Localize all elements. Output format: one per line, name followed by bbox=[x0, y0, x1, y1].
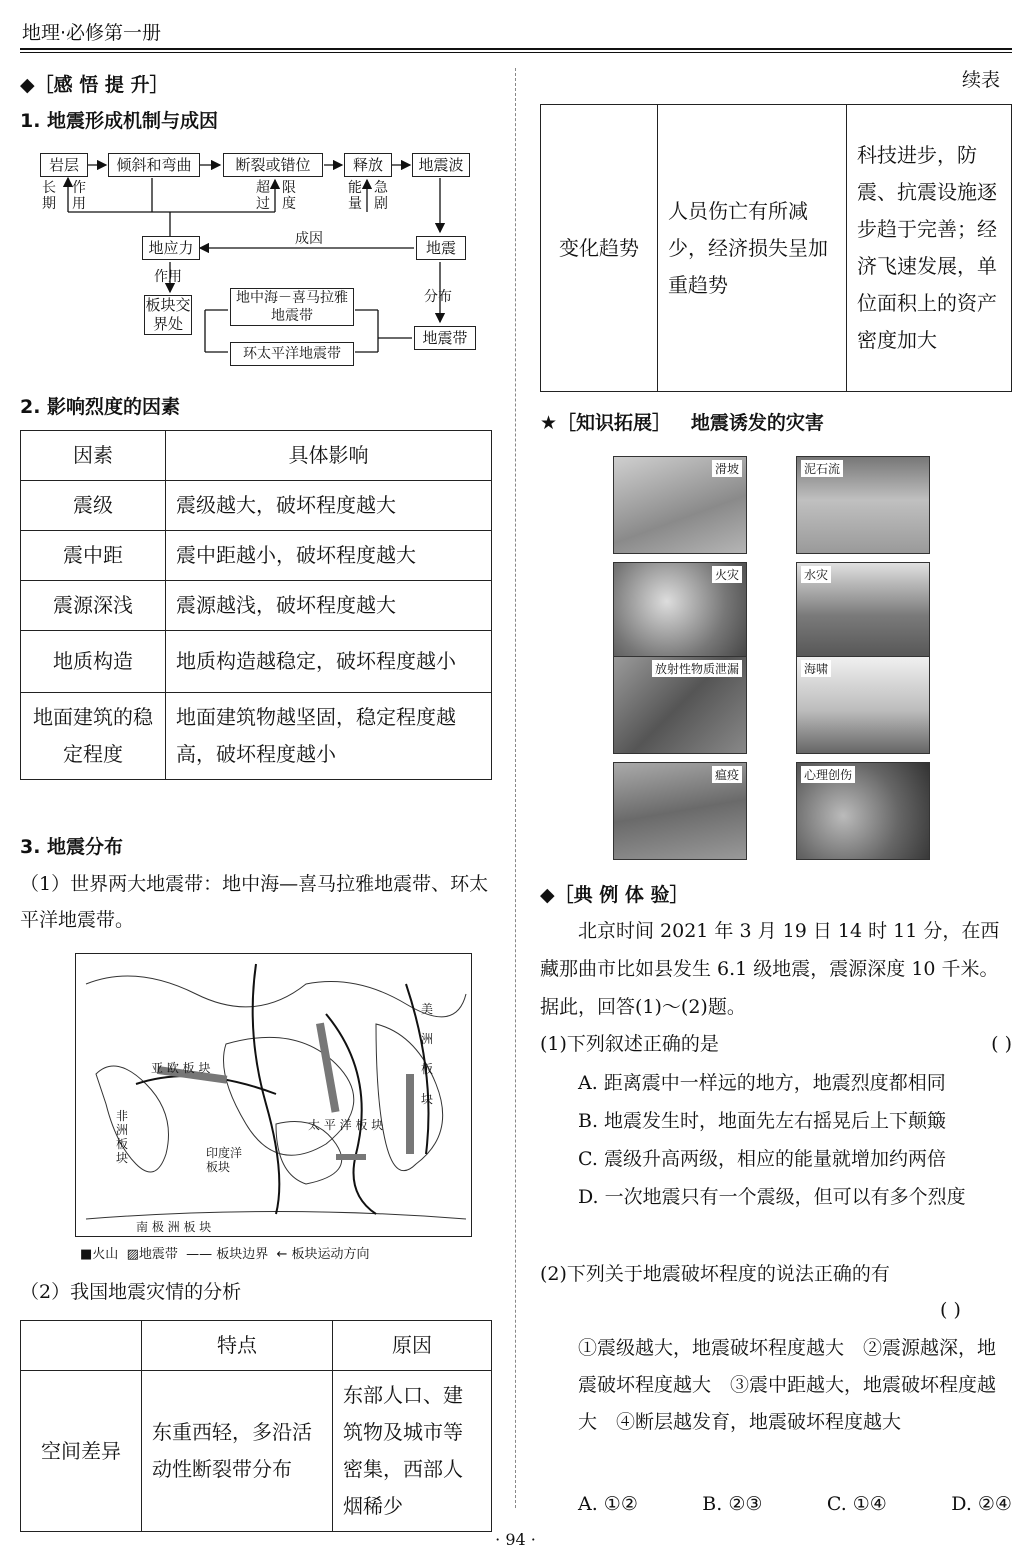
map-label-eurasian-plate: 亚 欧 板 块 bbox=[151, 1061, 211, 1075]
flow-label-exceed: 超过 bbox=[256, 180, 270, 212]
flow-release: 释放 bbox=[344, 153, 392, 177]
table-cell: 震源深浅 bbox=[21, 581, 166, 631]
flow-label-action2: 作用 bbox=[72, 180, 86, 212]
table-cell: 震中距 bbox=[21, 531, 166, 581]
option-c: C. 震级升高两级，相应的能量就增加约两倍 bbox=[578, 1148, 946, 1170]
extension-title: 地震诱发的灾害 bbox=[690, 412, 824, 434]
question-2-stem: (2)下列关于地震破坏程度的说法正确的有 bbox=[540, 1263, 890, 1285]
option-b: B. ②③ bbox=[702, 1493, 763, 1515]
question-1-stem: (1)下列叙述正确的是 bbox=[540, 1033, 719, 1055]
column-divider bbox=[515, 68, 516, 1508]
table-header-cell: 特点 bbox=[142, 1321, 333, 1371]
flow-ground-stress: 地应力 bbox=[142, 236, 200, 260]
photo-radiation-leak bbox=[613, 656, 747, 754]
flow-label-action: 作用 bbox=[154, 269, 182, 285]
flow-seismic-belt: 地震带 bbox=[414, 326, 476, 350]
table-cell: 地面建筑的稳定程度 bbox=[21, 693, 166, 780]
table-cell: 震级越大，破坏程度越大 bbox=[166, 481, 492, 531]
table-row bbox=[541, 105, 1012, 392]
extension-tag: ★［知识拓展］ bbox=[540, 412, 672, 434]
option-a: A. ①② bbox=[578, 1493, 638, 1515]
flow-earthquake: 地震 bbox=[416, 236, 466, 260]
legend-seismic-belt: ▨地震带 bbox=[126, 1247, 178, 1262]
photo-label: 火灾 bbox=[712, 566, 742, 583]
question-2-statements: ①震级越大，地震破坏程度越大 ②震源越深，地震破坏程度越大 ③震中距越大，地震破坏程度越大 ④断层越发育，地震破坏程度越大 bbox=[578, 1337, 997, 1434]
table-header-cell: 具体影响 bbox=[166, 431, 492, 481]
table-cell: 震源越浅，破坏程度越大 bbox=[166, 581, 492, 631]
table-cell: 科技进步，防震、抗震设施逐步趋于完善；经济飞速发展，单位面积上的资产密度加大 bbox=[847, 105, 1012, 392]
flow-label-limit: 限度 bbox=[282, 180, 296, 212]
option-a: A. 距离震中一样远的地方，地震烈度都相同 bbox=[578, 1072, 946, 1094]
map-label-antarctic-plate: 南 极 洲 板 块 bbox=[136, 1220, 212, 1234]
table-header-row bbox=[21, 431, 492, 481]
map-label-pacific-plate: 太 平 洋 板 块 bbox=[308, 1118, 384, 1132]
legend-volcano: ■火山 bbox=[80, 1247, 119, 1262]
table-row bbox=[21, 693, 492, 780]
earthquake-mechanism-diagram bbox=[20, 140, 500, 380]
question-2-answer-paren: ( ) bbox=[940, 1299, 961, 1321]
map-label-american-plate: 美 洲 板 块 bbox=[421, 1002, 434, 1106]
option-b: B. 地震发生时，地面先左右摇晃后上下颠簸 bbox=[578, 1110, 947, 1132]
flow-plate-boundary: 板块交界处 bbox=[145, 296, 191, 333]
flow-label-energy: 能量 bbox=[348, 180, 362, 212]
flow-label-distribution: 分布 bbox=[424, 289, 452, 305]
page-number: · 94 · bbox=[495, 1530, 536, 1549]
table-row bbox=[21, 481, 492, 531]
question-1-options bbox=[578, 1064, 1012, 1216]
intensity-factors-table bbox=[20, 430, 492, 780]
photo-landslide bbox=[613, 456, 747, 554]
table-cell: 人员伤亡有所减少，经济损失呈加重趋势 bbox=[658, 105, 847, 392]
table-header-cell: 因素 bbox=[21, 431, 166, 481]
seismic-belt-text: （1）世界两大地震带：地中海—喜马拉雅地震带、环太平洋地震带。 bbox=[20, 873, 489, 932]
table-cell: 东重西轻，多沿活动性断裂带分布 bbox=[142, 1371, 333, 1532]
map-legend bbox=[80, 1243, 370, 1262]
flow-tilt-bend: 倾斜和弯曲 bbox=[108, 153, 200, 177]
legend-plate-boundary: —— 板块边界 bbox=[186, 1247, 269, 1262]
page-header: 地理·必修第一册 bbox=[22, 22, 162, 44]
table-cell: 震级 bbox=[21, 481, 166, 531]
table-header-cell: 原因 bbox=[333, 1321, 492, 1371]
photo-label: 海啸 bbox=[801, 660, 831, 677]
continued-table-label: 续表 bbox=[962, 69, 1001, 91]
table-cell: 地面建筑物越坚固，稳定程度越高，破坏程度越小 bbox=[166, 693, 492, 780]
flow-fracture: 断裂或错位 bbox=[223, 153, 323, 177]
map-graphic bbox=[76, 954, 471, 1236]
table-row bbox=[21, 1371, 492, 1532]
photo-flood bbox=[796, 562, 930, 660]
table-header-cell bbox=[21, 1321, 142, 1371]
table-cell: 震中距越小，破坏程度越大 bbox=[166, 531, 492, 581]
flow-label-cause: 成因 bbox=[295, 231, 323, 247]
option-c: C. ①④ bbox=[826, 1493, 887, 1515]
header-rule bbox=[20, 48, 1012, 50]
photo-label: 水灾 bbox=[801, 566, 831, 583]
table-cell: 东部人口、建筑物及城市等密集，西部人烟稀少 bbox=[333, 1371, 492, 1532]
photo-trauma bbox=[796, 762, 930, 860]
header-rule-thin bbox=[20, 52, 1012, 53]
question-1 bbox=[540, 1026, 1012, 1062]
flow-med-himalaya-belt: 地中海－喜马拉雅地震带 bbox=[230, 288, 354, 326]
flow-label-sudden: 急剧 bbox=[374, 180, 388, 212]
map-label-indian-plate: 印度洋板块 bbox=[206, 1146, 243, 1174]
photo-debris-flow bbox=[796, 456, 930, 554]
legend-plate-direction: ← 板块运动方向 bbox=[276, 1247, 370, 1262]
table-cell: 变化趋势 bbox=[541, 105, 658, 392]
photo-label: 滑坡 bbox=[712, 460, 742, 477]
question-1-answer-paren: ( ) bbox=[991, 1033, 1012, 1055]
subsection-title-1: 1. 地震形成机制与成因 bbox=[20, 110, 219, 132]
section-tag-example: ◆［典 例 体 验］ bbox=[540, 884, 689, 906]
flow-rock-layer: 岩层 bbox=[40, 153, 88, 177]
photo-label: 心理创伤 bbox=[801, 766, 855, 783]
china-disaster-heading: （2）我国地震灾情的分析 bbox=[20, 1281, 242, 1303]
photo-label: 放射性物质泄漏 bbox=[652, 660, 742, 677]
table-cell: 地质构造越稳定，破坏程度越小 bbox=[166, 631, 492, 693]
table-row bbox=[21, 531, 492, 581]
table-row bbox=[21, 581, 492, 631]
map-label-african-plate: 非洲板块 bbox=[116, 1109, 129, 1165]
flow-pacific-ring-belt: 环太平洋地震带 bbox=[230, 342, 354, 366]
section-tag-insight: ◆［感 悟 提 升］ bbox=[20, 74, 169, 96]
photo-tsunami bbox=[796, 656, 930, 754]
subsection-title-3: 3. 地震分布 bbox=[20, 836, 124, 858]
table-cell: 空间差异 bbox=[21, 1371, 142, 1532]
subsection-title-2: 2. 影响烈度的因素 bbox=[20, 396, 181, 418]
photo-label: 泥石流 bbox=[801, 460, 843, 477]
table-cell: 地质构造 bbox=[21, 631, 166, 693]
option-d: D. 一次地震只有一个震级，但可以有多个烈度 bbox=[578, 1186, 966, 1208]
table-row bbox=[21, 631, 492, 693]
flow-label-long-term: 长期 bbox=[42, 180, 56, 212]
photo-label: 瘟疫 bbox=[712, 766, 742, 783]
question-2-options bbox=[578, 1486, 1012, 1522]
china-disaster-table bbox=[20, 1320, 492, 1532]
option-d: D. ②④ bbox=[951, 1493, 1012, 1515]
photo-fire bbox=[613, 562, 747, 660]
photo-plague bbox=[613, 762, 747, 860]
world-seismic-belt-map bbox=[75, 953, 472, 1237]
section-tag-extension bbox=[540, 408, 824, 435]
table-header-row bbox=[21, 1321, 492, 1371]
flow-seismic-wave: 地震波 bbox=[412, 153, 470, 177]
example-intro: 北京时间 2021 年 3 月 19 日 14 时 11 分，在西藏那曲市比如县发生 6.1 级地震，震源深度 10 千米。据此，回答(1)～(2)题。 bbox=[540, 920, 1000, 1018]
trend-table bbox=[540, 104, 1012, 392]
